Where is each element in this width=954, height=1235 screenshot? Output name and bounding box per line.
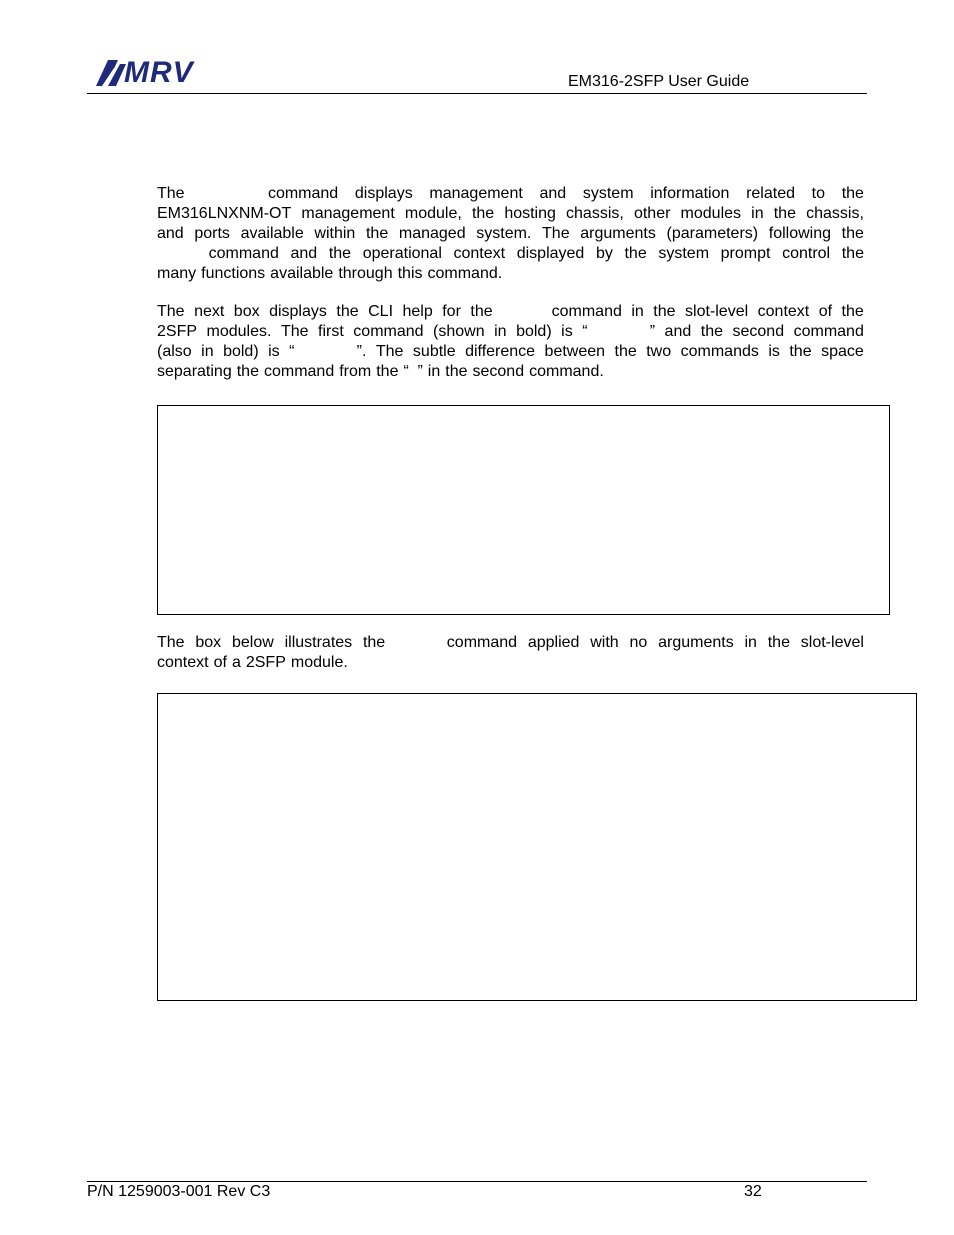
cli-help-box [157,405,890,615]
paragraph-cli-help [157,302,864,382]
text-line: 2SFP modules. The first command (shown in bold) is “ ” and the second command [157,323,864,340]
mrv-logo [94,58,214,88]
header-divider [87,93,867,94]
text-line: and ports available within the managed system. The arguments (parameters) following the [157,225,864,242]
page-number: 32 [744,1183,762,1200]
text-line: EM316LNXNM-OT management module, the hosting chassis, other modules in the chassis, [157,205,864,222]
logo-text: MRV [124,56,194,89]
text-line: many functions available through this command. [157,265,503,282]
document-title: EM316-2SFP User Guide [568,73,750,90]
paragraph-box-intro [157,633,864,673]
text-line: The command displays management and system information related to the [157,185,864,202]
text-line: separating the command from the “ ” in the second command. [157,363,604,380]
command-output-box [157,693,917,1001]
text-line: The box below illustrates the command applied with no arguments in the slot-level [157,634,864,651]
paragraph-intro [157,184,864,284]
text-line: context of a 2SFP module. [157,654,348,671]
text-line: (also in bold) is “ ”. The subtle difference between the two commands is the space [157,343,864,360]
footer-part-number: P/N 1259003-001 Rev C3 [87,1183,271,1200]
text-line: command and the operational context displayed by the system prompt control the [208,245,864,262]
text-line: The next box displays the CLI help for the command in the slot-level context of the [157,303,864,320]
